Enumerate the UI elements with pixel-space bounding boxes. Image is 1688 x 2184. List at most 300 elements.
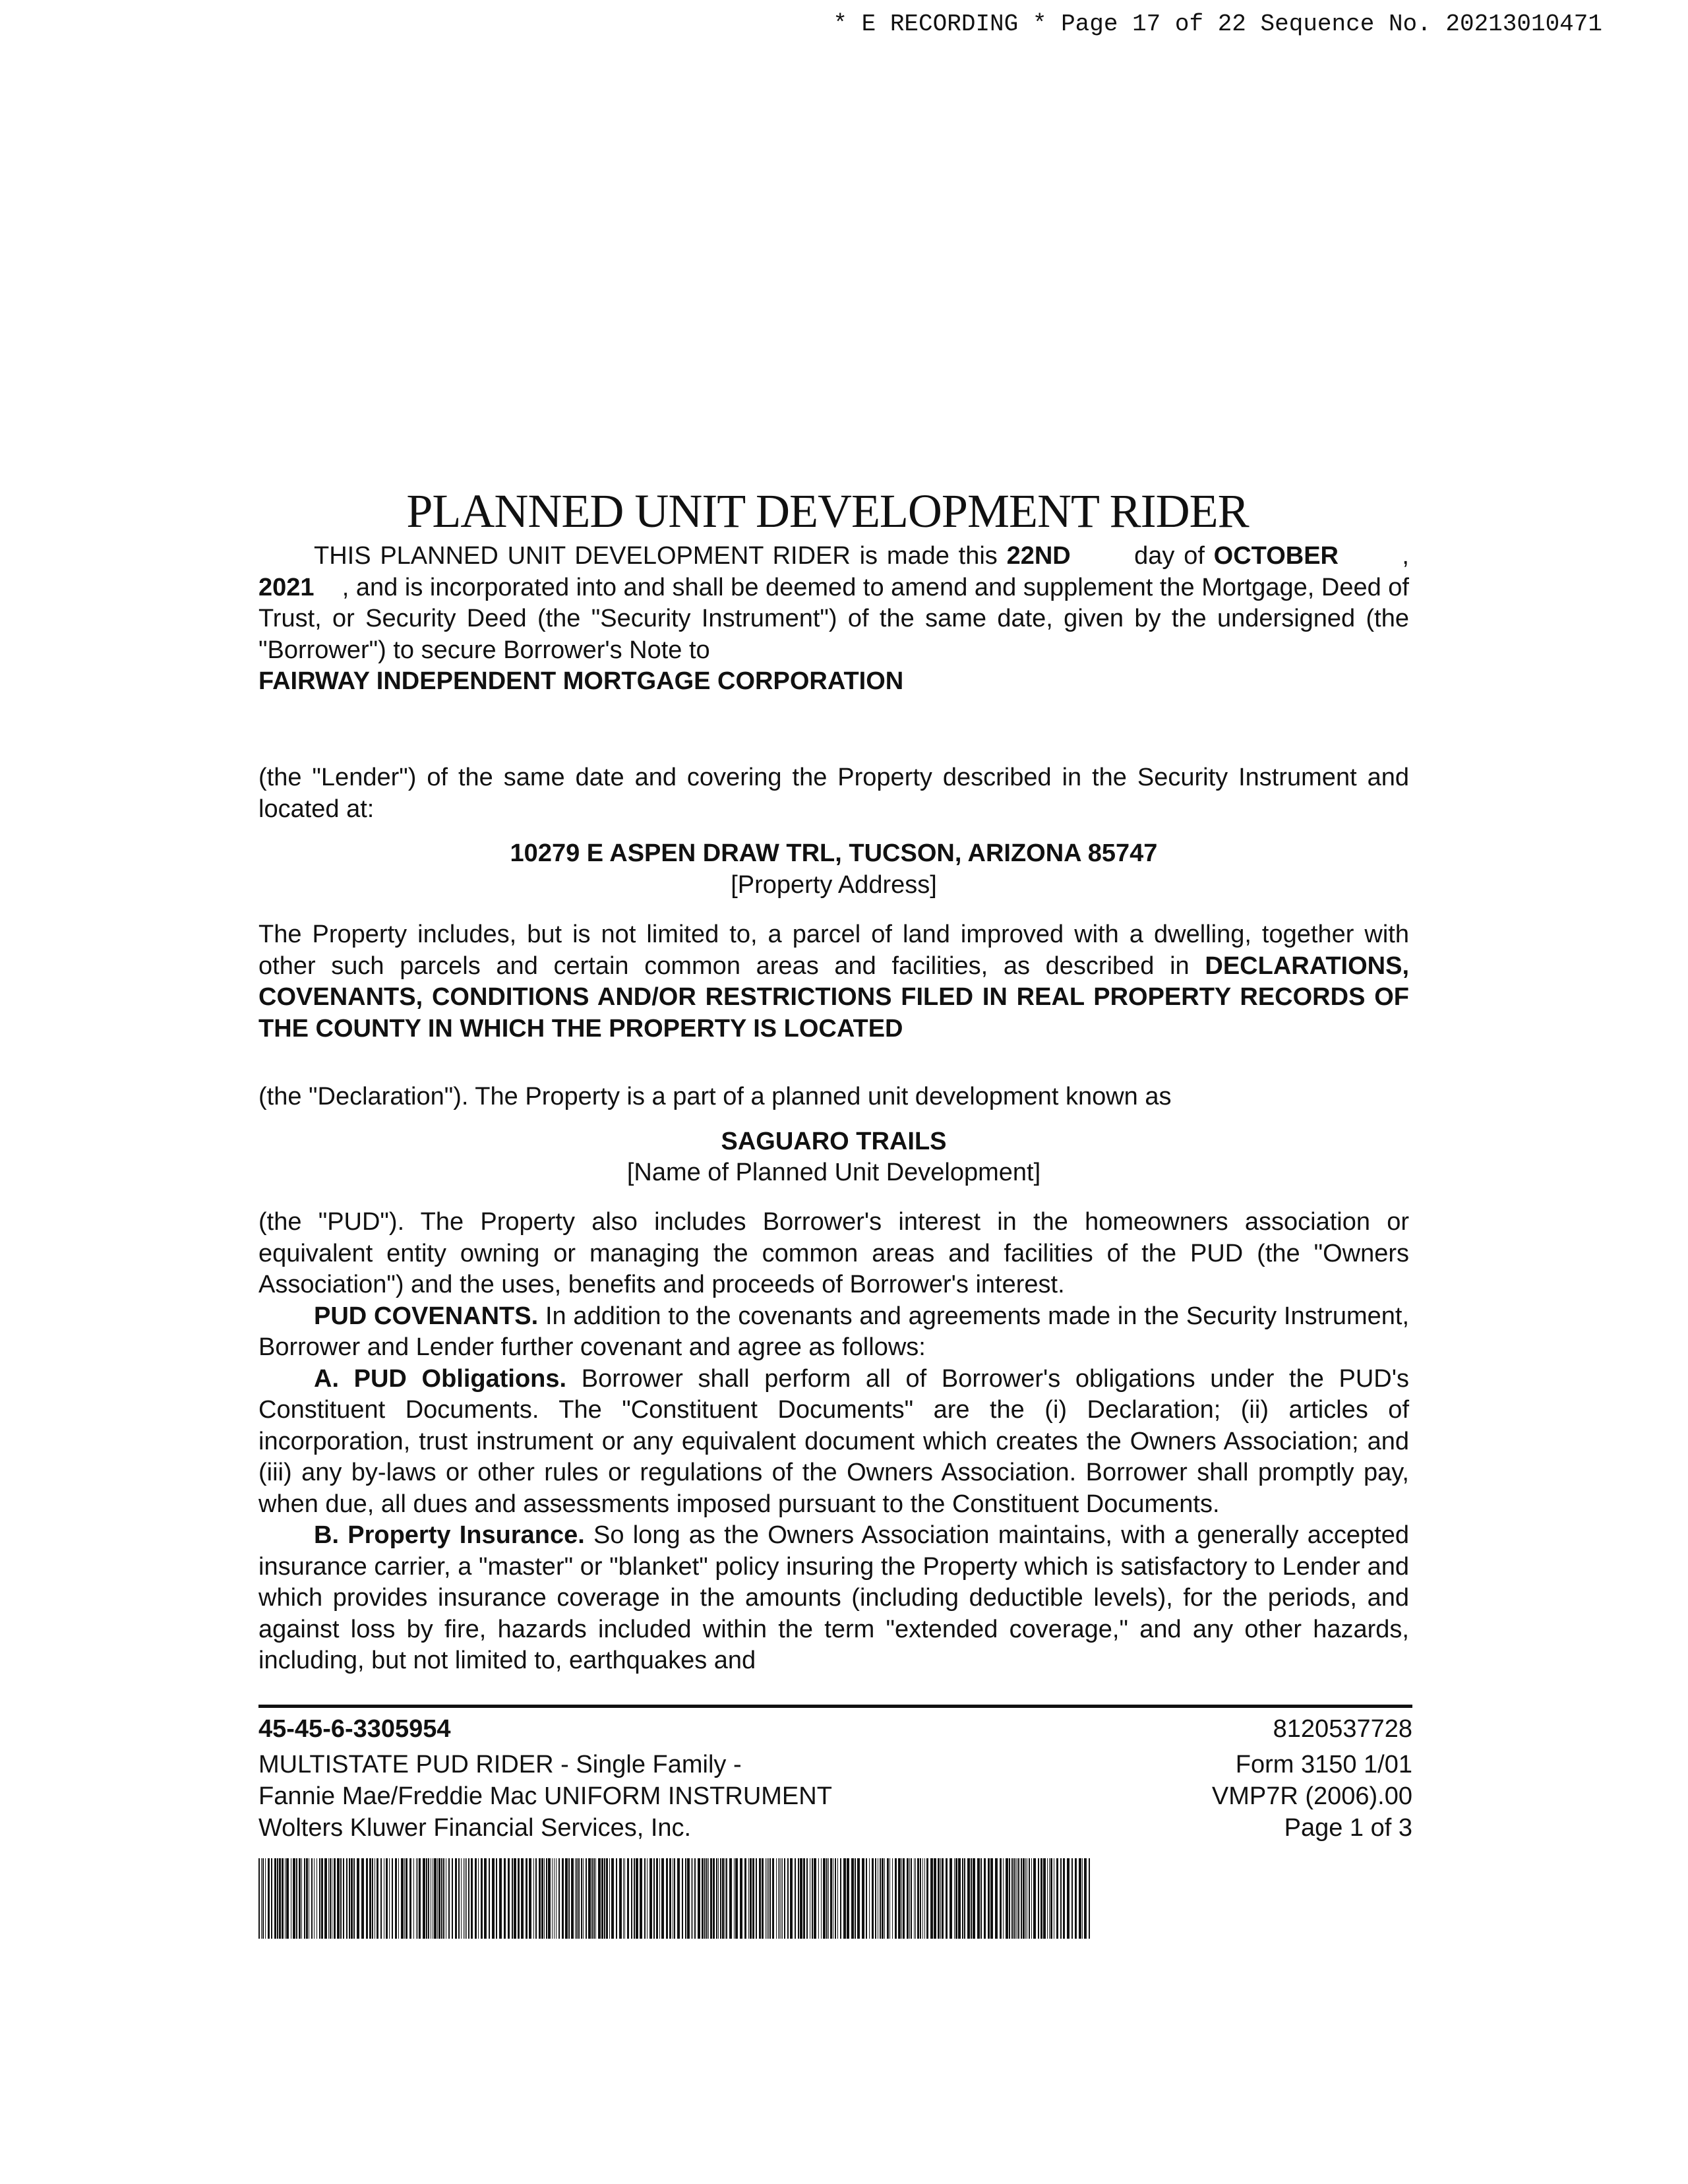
barcode-bar xyxy=(274,1858,276,1939)
barcode-bar xyxy=(636,1858,638,1939)
barcode-bar xyxy=(598,1858,601,1939)
barcode-bar xyxy=(1063,1858,1065,1939)
barcode-bar xyxy=(915,1858,916,1939)
barcode-bar xyxy=(346,1858,347,1939)
barcode-bar xyxy=(790,1858,793,1939)
barcode-bar xyxy=(518,1858,520,1939)
barcode-bar xyxy=(353,1858,355,1939)
barcode-bar xyxy=(710,1858,712,1939)
footer-divider xyxy=(258,1705,1412,1708)
barcode-bar xyxy=(1071,1858,1073,1939)
barcode-bar xyxy=(583,1858,584,1939)
form-version: VMP7R (2006).00 xyxy=(1211,1782,1412,1810)
barcode-bar xyxy=(920,1858,921,1939)
barcode-bar xyxy=(489,1858,490,1939)
barcode-bar xyxy=(977,1858,980,1939)
barcode-bar xyxy=(277,1858,278,1939)
barcode-bar xyxy=(1033,1858,1036,1939)
barcode-bar xyxy=(851,1858,854,1939)
barcode-bar xyxy=(840,1858,841,1939)
barcode-bar xyxy=(855,1858,856,1939)
barcode-bar xyxy=(521,1858,524,1939)
intro-text-2: day of xyxy=(1134,542,1205,570)
barcode-bar xyxy=(330,1858,331,1939)
barcode-bar xyxy=(296,1858,297,1939)
barcode-bar xyxy=(334,1858,336,1939)
barcode-bar xyxy=(1047,1858,1048,1939)
barcode-bar xyxy=(772,1858,774,1939)
barcode-bar xyxy=(328,1858,329,1939)
intro-paragraph xyxy=(258,541,1409,666)
barcode-bar xyxy=(268,1858,270,1939)
barcode-bar xyxy=(539,1858,541,1939)
intro-text-3: , xyxy=(1402,542,1409,570)
barcode-bar xyxy=(1011,1858,1013,1939)
barcode-bar xyxy=(740,1858,742,1939)
barcode-bar xyxy=(980,1858,982,1939)
loan-number: 45-45-6-3305954 xyxy=(258,1715,451,1743)
barcode-bar xyxy=(576,1858,578,1939)
barcode-bar xyxy=(324,1858,327,1939)
barcode-bar xyxy=(423,1858,425,1939)
barcode-bar xyxy=(647,1858,648,1939)
barcode-bar xyxy=(892,1858,893,1939)
barcode-bar xyxy=(1082,1858,1083,1939)
barcode-bar xyxy=(558,1858,560,1939)
barcode-bar xyxy=(971,1858,972,1939)
barcode-bar xyxy=(722,1858,724,1939)
barcode-bar xyxy=(950,1858,952,1939)
barcode-bar xyxy=(653,1858,655,1939)
barcode-bar xyxy=(448,1858,450,1939)
barcode-bar xyxy=(262,1858,264,1939)
barcode-bar xyxy=(821,1858,822,1939)
barcode-bar xyxy=(990,1858,993,1939)
barcode-bar xyxy=(571,1858,574,1939)
barcode-bar xyxy=(640,1858,642,1939)
barcode-bar xyxy=(669,1858,671,1939)
barcode-bar xyxy=(677,1858,680,1939)
barcode-bar xyxy=(282,1858,284,1939)
barcode-bar xyxy=(942,1858,944,1939)
declaration-clause: (the "Declaration"). The Property is a part of a planned unit development known as xyxy=(258,1083,1172,1110)
barcode-bar xyxy=(541,1858,543,1939)
barcode-bar xyxy=(623,1858,624,1939)
barcode-bar xyxy=(299,1858,301,1939)
pud-name: SAGUARO TRAILS xyxy=(721,1127,947,1155)
barcode-bar xyxy=(656,1858,658,1939)
intro-text-1: THIS PLANNED UNIT DEVELOPMENT RIDER is made this xyxy=(314,542,998,570)
barcode-bar xyxy=(526,1858,528,1939)
barcode-bar xyxy=(687,1858,690,1939)
barcode-bar xyxy=(343,1858,344,1939)
barcode-bar xyxy=(718,1858,719,1939)
barcode-bar xyxy=(357,1858,359,1939)
barcode-bar xyxy=(779,1858,780,1939)
barcode-bar xyxy=(800,1858,802,1939)
barcode-bar xyxy=(901,1858,902,1939)
barcode-bar xyxy=(386,1858,388,1939)
barcode-bar xyxy=(475,1858,477,1939)
barcode-bar xyxy=(372,1858,373,1939)
barcode-bar xyxy=(720,1858,721,1939)
barcode-bar xyxy=(659,1858,660,1939)
barcode-bar xyxy=(434,1858,437,1939)
form-line-1: MULTISTATE PUD RIDER - Single Family - xyxy=(258,1751,742,1778)
barcode-bar xyxy=(413,1858,414,1939)
barcode-bar xyxy=(828,1858,829,1939)
barcode-bar xyxy=(1025,1858,1026,1939)
barcode-bar xyxy=(337,1858,340,1939)
barcode-bar xyxy=(395,1858,397,1939)
barcode-bar xyxy=(716,1858,717,1939)
barcode-bar xyxy=(767,1858,768,1939)
barcode-bar xyxy=(778,1858,779,1939)
barcode-bar xyxy=(419,1858,421,1939)
barcode-bar xyxy=(946,1858,948,1939)
declarations-text: DECLARATIONS, COVENANTS, CONDITIONS AND/OR RESTRICTIONS FILED IN REAL PROPERTY RECORDS OF THE COUNTY IN WHICH THE PROPERTY IS LOCATED xyxy=(258,952,1409,1043)
barcode-bar xyxy=(443,1858,444,1939)
barcode-bar xyxy=(265,1858,266,1939)
barcode-bar xyxy=(866,1858,867,1939)
barcode-bar xyxy=(461,1858,462,1939)
property-address: 10279 E ASPEN DRAW TRL, TUCSON, ARIZONA 85747 xyxy=(510,839,1158,867)
intro-block xyxy=(258,541,1409,698)
barcode-bar xyxy=(922,1858,923,1939)
barcode-bar xyxy=(319,1858,320,1939)
barcode-bar xyxy=(917,1858,919,1939)
barcode-bar xyxy=(826,1858,828,1939)
barcode-bar xyxy=(1060,1858,1062,1939)
barcode-bar xyxy=(857,1858,860,1939)
section-b-paragraph: B. Property Insurance. So long as the Owners Association maintains, with a generally accepted insurance carrier, a "master" or "blanket" policy insuring the Property which is satisfactory to Lender and which provides insurance coverage in the amounts (including deductible levels), for the periods, and against loss by fire, hazards included within the term "extended coverage," and any other hazards, including, but not limited to, earthquakes and xyxy=(258,1521,1410,1674)
recording-header: * E RECORDING * Page 17 of 22 Sequence No. 20213010471 xyxy=(833,11,1602,38)
barcode-bar xyxy=(702,1858,704,1939)
barcode-bar xyxy=(682,1858,683,1939)
barcode-bar xyxy=(726,1858,727,1939)
barcode-bar xyxy=(508,1858,510,1939)
barcode-bar xyxy=(704,1858,706,1939)
barcode-bar xyxy=(907,1858,909,1939)
property-address-label: [Property Address] xyxy=(731,870,937,899)
barcode-bar xyxy=(938,1858,940,1939)
barcode-bar xyxy=(806,1858,808,1939)
barcode-bar xyxy=(759,1858,761,1939)
pud-clause: (the "PUD"). The Property also includes Borrower's interest in the homeowners association or equivalent entity owning or managing the common areas and facilities of the PUD (the "Owners Association") and the uses, benefits and proceeds of Borrower's interest. xyxy=(258,1208,1409,1298)
barcode-bar xyxy=(1056,1858,1058,1939)
barcode-bar xyxy=(729,1858,732,1939)
barcode-bar xyxy=(593,1858,595,1939)
barcode-bar xyxy=(955,1858,957,1939)
barcode-bar xyxy=(903,1858,905,1939)
barcode-bar xyxy=(958,1858,961,1939)
barcode-bar xyxy=(964,1858,965,1939)
barcode-bar xyxy=(377,1858,378,1939)
barcode-bar xyxy=(466,1858,467,1939)
form-description xyxy=(258,1749,832,1844)
barcode-bar xyxy=(1018,1858,1019,1939)
barcode-bar xyxy=(1079,1858,1081,1939)
barcode-bar xyxy=(392,1858,393,1939)
barcode-bar xyxy=(698,1858,700,1939)
barcode-bar xyxy=(661,1858,664,1939)
barcode-bar xyxy=(428,1858,429,1939)
barcode-bar xyxy=(973,1858,975,1939)
barcode-bar xyxy=(962,1858,963,1939)
barcode-bar xyxy=(787,1858,789,1939)
barcode-bar xyxy=(401,1858,404,1939)
barcode-bar xyxy=(748,1858,749,1939)
barcode-bar xyxy=(258,1858,260,1939)
barcode-bar xyxy=(404,1858,405,1939)
barcode-bar xyxy=(862,1858,864,1939)
section-a-heading: A. PUD Obligations. xyxy=(314,1364,567,1393)
barcode-bar xyxy=(311,1858,313,1939)
barcode-bar xyxy=(706,1858,708,1939)
barcode-bar xyxy=(471,1858,473,1939)
barcode-bar xyxy=(546,1858,547,1939)
barcode-bar xyxy=(316,1858,317,1939)
barcode-bar xyxy=(847,1858,849,1939)
barcode-bar xyxy=(692,1858,693,1939)
barcode-bar xyxy=(823,1858,826,1939)
barcode-bar xyxy=(554,1858,555,1939)
barcode-bar xyxy=(314,1858,315,1939)
barcode-bar xyxy=(562,1858,564,1939)
barcode-bar xyxy=(898,1858,901,1939)
barcode-bar xyxy=(556,1858,557,1939)
barcode-bar xyxy=(889,1858,890,1939)
barcode-bar xyxy=(1009,1858,1010,1939)
barcode-bar xyxy=(872,1858,874,1939)
barcode-bar xyxy=(940,1858,941,1939)
barcode-bar xyxy=(734,1858,735,1939)
barcode-bar xyxy=(465,1858,466,1939)
barcode-bar xyxy=(340,1858,342,1939)
barcode-bar xyxy=(649,1858,652,1939)
barcode-bar xyxy=(930,1858,933,1939)
barcode-bar xyxy=(261,1858,262,1939)
barcode-bar xyxy=(514,1858,516,1939)
barcode-bar xyxy=(606,1858,608,1939)
rider-year: 2021 xyxy=(258,573,315,601)
barcode-bar xyxy=(478,1858,479,1939)
barcode-bar xyxy=(304,1858,305,1939)
barcode-bar xyxy=(455,1858,457,1939)
barcode-bar xyxy=(934,1858,936,1939)
barcode-bar xyxy=(756,1858,757,1939)
barcode-bar xyxy=(631,1858,632,1939)
barcode-bar xyxy=(1075,1858,1077,1939)
barcode-bar xyxy=(924,1858,925,1939)
barcode-bar xyxy=(533,1858,534,1939)
barcode-bar xyxy=(1003,1858,1004,1939)
barcode-bar xyxy=(984,1858,986,1939)
barcode-bar xyxy=(708,1858,709,1939)
barcode-bar xyxy=(279,1858,281,1939)
barcode-bar xyxy=(1015,1858,1016,1939)
barcode-bar xyxy=(1006,1858,1008,1939)
barcode-bar xyxy=(1000,1858,1002,1939)
barcode-bar xyxy=(909,1858,910,1939)
barcode-bar xyxy=(1089,1858,1090,1939)
barcode-bar xyxy=(604,1858,605,1939)
barcode-bar xyxy=(895,1858,897,1939)
barcode-bar xyxy=(369,1858,371,1939)
barcode-bar xyxy=(911,1858,912,1939)
barcode-bar xyxy=(954,1858,955,1939)
rider-month: OCTOBER xyxy=(1213,542,1339,570)
barcode-bar xyxy=(995,1858,998,1939)
barcode-bar xyxy=(458,1858,460,1939)
covenants-block xyxy=(258,1207,1409,1677)
barcode-bar xyxy=(869,1858,870,1939)
barcode-bar xyxy=(578,1858,580,1939)
barcode-bar xyxy=(803,1858,805,1939)
barcode-bar xyxy=(512,1858,513,1939)
barcode-bar xyxy=(795,1858,796,1939)
barcode-bar xyxy=(468,1858,469,1939)
barcode-bar xyxy=(1040,1858,1042,1939)
property-includes-paragraph: The Property includes, but is not limited to, a parcel of land improved with a dwelling, together with other such parcels and certain common areas and facilities, as described in DECLARATIONS, COVENANTS, CONDITIONS AND/OR RESTRICTIONS FILED IN REAL PROPERTY RECORDS OF THE COUNTY IN WHICH THE PROPERTY IS LOCATED xyxy=(258,921,1409,1043)
barcode-bar xyxy=(481,1858,483,1939)
page-title: PLANNED UNIT DEVELOPMENT RIDER xyxy=(406,485,1249,538)
barcode-bar xyxy=(285,1858,286,1939)
barcode-bar xyxy=(830,1858,832,1939)
barcode-bar xyxy=(812,1858,813,1939)
barcode-bar xyxy=(784,1858,785,1939)
form-number: Form 3150 1/01 xyxy=(1235,1751,1412,1778)
barcode-bar xyxy=(1023,1858,1025,1939)
barcode-bar xyxy=(1049,1858,1050,1939)
barcode-bar xyxy=(914,1858,915,1939)
barcode-bar xyxy=(548,1858,551,1939)
barcode-bar xyxy=(843,1858,846,1939)
pud-covenants-heading: PUD COVENANTS. xyxy=(314,1302,539,1330)
barcode-bar xyxy=(575,1858,576,1939)
reference-number: 8120537728 xyxy=(1273,1715,1412,1743)
barcode-bar xyxy=(769,1858,771,1939)
barcode-bar xyxy=(818,1858,819,1939)
barcode-bar xyxy=(568,1858,570,1939)
barcode-bar xyxy=(882,1858,884,1939)
barcode-bar xyxy=(349,1858,350,1939)
barcode-bar xyxy=(496,1858,497,1939)
barcode-bar xyxy=(619,1858,622,1939)
barcode-bar xyxy=(1021,1858,1022,1939)
barcode-bar xyxy=(926,1858,928,1939)
barcode-bar xyxy=(441,1858,442,1939)
barcode-bar xyxy=(674,1858,675,1939)
form-line-2: Fannie Mae/Freddie Mac UNIFORM INSTRUMENT xyxy=(258,1782,832,1810)
barcode-bar xyxy=(798,1858,799,1939)
barcode-bar xyxy=(691,1858,692,1939)
barcode-bar xyxy=(484,1858,487,1939)
barcode-bar xyxy=(544,1858,545,1939)
pud-covenants-paragraph: PUD COVENANTS. In addition to the covenants and agreements made in the Security Instrument, Borrower and Lender further covenant and agree as follows: xyxy=(258,1302,1410,1361)
barcode-bar xyxy=(591,1858,593,1939)
barcode-bar xyxy=(713,1858,715,1939)
barcode-bar xyxy=(1038,1858,1039,1939)
barcode-bar xyxy=(438,1858,440,1939)
lender-block xyxy=(258,762,1409,901)
barcode-bar xyxy=(586,1858,587,1939)
barcode-bar xyxy=(398,1858,399,1939)
form-line-3: Wolters Kluwer Financial Services, Inc. xyxy=(258,1814,692,1842)
barcode-bar xyxy=(752,1858,754,1939)
barcode-bar xyxy=(595,1858,596,1939)
barcode-bar xyxy=(634,1858,635,1939)
rider-day: 22ND xyxy=(1006,542,1071,570)
barcode-bar xyxy=(504,1858,506,1939)
barcode-bar xyxy=(1029,1858,1030,1939)
barcode-bar xyxy=(776,1858,777,1939)
barcode-bar xyxy=(762,1858,764,1939)
barcode-bar xyxy=(611,1858,614,1939)
barcode-bar xyxy=(588,1858,591,1939)
barcode-bar xyxy=(552,1858,553,1939)
lender-name: FAIRWAY INDEPENDENT MORTGAGE CORPORATION xyxy=(258,667,904,695)
barcode-bar xyxy=(306,1858,308,1939)
barcode-bar xyxy=(565,1858,568,1939)
barcode-bar xyxy=(361,1858,364,1939)
barcode-bar xyxy=(601,1858,603,1939)
barcode-bar xyxy=(875,1858,876,1939)
barcode-bar xyxy=(286,1858,289,1939)
barcode-bar xyxy=(884,1858,885,1939)
barcode-bar xyxy=(437,1858,438,1939)
barcode-bar xyxy=(782,1858,783,1939)
barcode-bar xyxy=(366,1858,368,1939)
barcode-bar xyxy=(768,1858,769,1939)
section-b-heading: B. Property Insurance. xyxy=(314,1521,585,1549)
barcode-bar xyxy=(417,1858,418,1939)
barcode-bar xyxy=(685,1858,686,1939)
lender-clause: (the "Lender") of the same date and covering the Property described in the Security Instrument and located at: xyxy=(258,764,1409,823)
barcode-bar xyxy=(609,1858,610,1939)
barcode-bar xyxy=(627,1858,629,1939)
barcode-bar xyxy=(835,1858,836,1939)
barcode-bar xyxy=(416,1858,417,1939)
barcode-bar xyxy=(1067,1858,1070,1939)
barcode-bar xyxy=(837,1858,838,1939)
barcode-bar xyxy=(426,1858,427,1939)
barcode-bar xyxy=(452,1858,453,1939)
barcode-bar xyxy=(616,1858,617,1939)
barcode-bar xyxy=(887,1858,889,1939)
barcode-bar xyxy=(988,1858,990,1939)
pud-name-label: [Name of Planned Unit Development] xyxy=(626,1159,1041,1186)
barcode-bar xyxy=(321,1858,323,1939)
barcode-bar xyxy=(301,1858,302,1939)
barcode-bar xyxy=(735,1858,738,1939)
barcode-bar xyxy=(581,1858,582,1939)
barcode-bar xyxy=(1031,1858,1032,1939)
barcode-bar xyxy=(744,1858,746,1939)
barcode-bar xyxy=(529,1858,531,1939)
barcode-bar xyxy=(644,1858,646,1939)
barcode-bar xyxy=(666,1858,668,1939)
barcode-bar xyxy=(967,1858,970,1939)
barcode-bar xyxy=(492,1858,495,1939)
declaration-block xyxy=(258,919,1409,1045)
barcode-bar xyxy=(293,1858,295,1939)
section-a-paragraph: A. PUD Obligations. Borrower shall perform all of Borrower's obligations under the PUD's Constituent Documents. The "Constituent Documents" are the (i) Declaration; (ii) articles of incorporation, trust instrument or any equivalent document which creates the Owners Association; and (iii) any by-laws or other rules or regulations of the Owners Association. Borrower shall promptly pay, when due, all dues and assessments imposed pursuant to the Constituent Documents. xyxy=(258,1364,1409,1518)
barcode-bar xyxy=(880,1858,881,1939)
barcode-bar xyxy=(406,1858,407,1939)
barcode-bar xyxy=(814,1858,816,1939)
barcode-bar xyxy=(624,1858,625,1939)
